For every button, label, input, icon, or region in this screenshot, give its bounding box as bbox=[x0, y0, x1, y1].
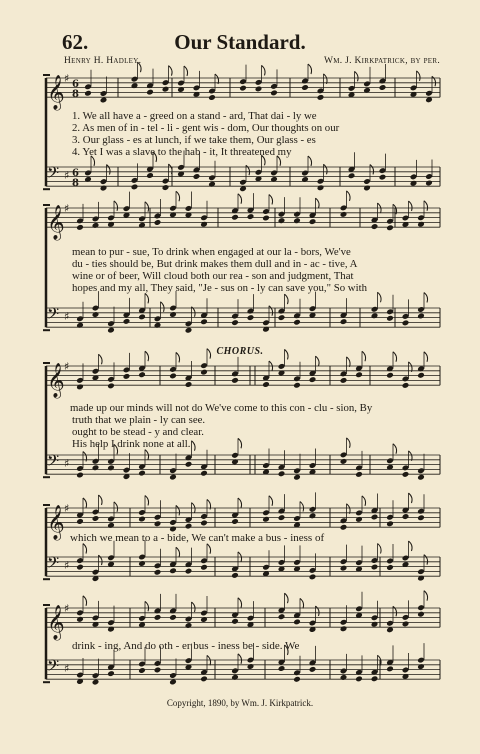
note-head bbox=[317, 184, 325, 191]
sharp-icon: ♯ bbox=[64, 662, 70, 675]
note-head bbox=[193, 173, 201, 180]
note-flag bbox=[161, 302, 165, 312]
note-head bbox=[107, 382, 115, 389]
verse-2-line: du - ties should be, But drink makes them dull and in - ac - tive, A bbox=[72, 258, 358, 270]
note-head bbox=[278, 514, 286, 521]
note-flag bbox=[145, 495, 149, 505]
note-head bbox=[154, 322, 162, 329]
note-head bbox=[278, 470, 286, 477]
sharp-icon: ♯ bbox=[64, 72, 70, 85]
verse-1-line: mean to pur - sue, To drink when engaged at our la - bors, We've bbox=[72, 246, 351, 258]
note-head bbox=[247, 314, 255, 321]
note-flag bbox=[378, 544, 382, 554]
note-head bbox=[309, 218, 317, 225]
note-head bbox=[386, 224, 394, 231]
note-head bbox=[270, 90, 278, 97]
note-head bbox=[309, 512, 317, 519]
note-flag bbox=[169, 66, 173, 76]
note-head bbox=[84, 90, 92, 97]
note-head bbox=[200, 616, 208, 623]
note-head bbox=[371, 514, 379, 521]
note-head bbox=[363, 185, 371, 192]
note-flag bbox=[393, 444, 397, 454]
note-flag bbox=[409, 451, 413, 461]
note-head bbox=[138, 560, 146, 567]
note-flag bbox=[300, 502, 304, 512]
note-head bbox=[278, 314, 286, 321]
verse-4-line: 4. Yet I was a slave to the hab - it, It threatened my bbox=[72, 146, 292, 158]
note-head bbox=[417, 663, 425, 670]
note-head bbox=[76, 384, 84, 391]
note-flag bbox=[316, 198, 320, 208]
note-head bbox=[200, 318, 208, 325]
note-head bbox=[386, 666, 394, 673]
note-head bbox=[293, 382, 301, 389]
verse-3-line: 3. Our glass - es at lunch, if we take them, Our glass - es bbox=[72, 134, 316, 146]
note-flag bbox=[184, 66, 188, 76]
note-head bbox=[371, 675, 379, 682]
note-head bbox=[340, 211, 348, 218]
note-head bbox=[278, 665, 286, 672]
note-head bbox=[309, 666, 317, 673]
note-head bbox=[185, 381, 193, 388]
note-flag bbox=[114, 502, 118, 512]
note-head bbox=[138, 667, 146, 674]
note-head bbox=[154, 614, 162, 621]
note-head bbox=[340, 674, 348, 681]
note-head bbox=[247, 663, 255, 670]
note-head bbox=[231, 518, 239, 525]
note-head bbox=[371, 312, 379, 319]
note-flag bbox=[269, 496, 273, 506]
note-head bbox=[231, 618, 239, 625]
note-head bbox=[417, 611, 425, 618]
note-head bbox=[386, 315, 394, 322]
note-flag bbox=[347, 191, 351, 201]
note-flag bbox=[409, 493, 413, 503]
note-flag bbox=[145, 601, 149, 611]
note-flag bbox=[285, 294, 289, 304]
note-flag bbox=[145, 293, 149, 303]
note-head bbox=[239, 85, 247, 92]
author-credit: Henry H. Hadley. bbox=[64, 56, 142, 66]
note-head bbox=[262, 381, 270, 388]
bass-clef-icon: 𝄢 bbox=[47, 554, 60, 576]
verse-2-line: truth that we plain - ly can see. bbox=[72, 414, 206, 426]
note-flag bbox=[409, 362, 413, 372]
sharp-icon: ♯ bbox=[64, 310, 70, 323]
note-head bbox=[123, 373, 131, 380]
note-head bbox=[309, 376, 317, 383]
note-head bbox=[200, 369, 208, 376]
note-flag bbox=[316, 356, 320, 366]
bass-clef-icon: 𝄢 bbox=[47, 164, 60, 186]
note-head bbox=[100, 185, 108, 192]
note-flag bbox=[207, 544, 211, 554]
note-head bbox=[262, 516, 270, 523]
note-head bbox=[92, 222, 100, 229]
note-head bbox=[417, 514, 425, 521]
note-head bbox=[379, 84, 387, 91]
note-head bbox=[200, 675, 208, 682]
note-flag bbox=[99, 495, 103, 505]
note-head bbox=[169, 311, 177, 318]
treble-clef-icon: 𝄞 bbox=[47, 205, 65, 241]
note-flag bbox=[308, 64, 312, 74]
note-flag bbox=[324, 74, 328, 84]
composer-credit: Wm. J. Kirkpatrick, by per. bbox=[324, 56, 440, 66]
note-head bbox=[293, 619, 301, 626]
note-head bbox=[340, 318, 348, 325]
system4-lyric: which we mean to a - bide, We can't make a bus - iness of bbox=[70, 532, 325, 544]
note-head bbox=[185, 461, 193, 468]
verse-3-line: ought to be stead - y and clear. bbox=[72, 426, 204, 438]
note-head bbox=[402, 471, 410, 478]
note-flag bbox=[99, 555, 103, 565]
note-flag bbox=[176, 547, 180, 557]
note-flag bbox=[409, 201, 413, 211]
note-flag bbox=[192, 602, 196, 612]
note-flag bbox=[424, 555, 428, 565]
bass-clef-icon: 𝄢 bbox=[47, 657, 60, 679]
note-head bbox=[177, 86, 185, 93]
sharp-icon: ♯ bbox=[64, 202, 70, 215]
note-flag bbox=[370, 164, 374, 174]
sharp-icon: ♯ bbox=[64, 559, 70, 572]
note-flag bbox=[107, 165, 111, 175]
note-head bbox=[278, 217, 286, 224]
note-flag bbox=[378, 292, 382, 302]
sharp-icon: ♯ bbox=[64, 360, 70, 373]
note-head bbox=[154, 569, 162, 576]
time-signature-bottom: 8 bbox=[72, 89, 79, 100]
note-flag bbox=[347, 438, 351, 448]
hymn-title: Our Standard. bbox=[174, 30, 306, 54]
note-head bbox=[386, 564, 394, 571]
note-flag bbox=[424, 201, 428, 211]
note-flag bbox=[308, 156, 312, 166]
note-flag bbox=[138, 62, 142, 72]
note-head bbox=[231, 319, 239, 326]
note-head bbox=[200, 470, 208, 477]
note-head bbox=[255, 86, 263, 93]
bass-clef-icon: 𝄢 bbox=[47, 305, 60, 327]
note-flag bbox=[409, 541, 413, 551]
chorus-label: CHORUS. bbox=[216, 346, 264, 357]
note-head bbox=[162, 86, 170, 93]
note-flag bbox=[83, 596, 87, 606]
note-head bbox=[169, 373, 177, 380]
note-flag bbox=[176, 191, 180, 201]
note-head bbox=[131, 184, 139, 191]
time-signature-top: 6 bbox=[72, 79, 79, 90]
note-head bbox=[425, 180, 433, 187]
note-head bbox=[123, 318, 131, 325]
treble-clef-icon: 𝄞 bbox=[47, 505, 65, 541]
note-head bbox=[402, 320, 410, 327]
treble-clef-icon: 𝄞 bbox=[47, 605, 65, 641]
note-head bbox=[402, 621, 410, 628]
note-head bbox=[402, 382, 410, 389]
note-head bbox=[402, 513, 410, 520]
note-head bbox=[169, 567, 177, 574]
verse-4-line: His help I drink none at all. bbox=[72, 438, 191, 450]
note-head bbox=[76, 224, 84, 231]
note-flag bbox=[269, 306, 273, 316]
note-head bbox=[340, 458, 348, 465]
note-head bbox=[169, 614, 177, 621]
note-flag bbox=[176, 505, 180, 515]
note-head bbox=[340, 524, 348, 531]
note-head bbox=[92, 515, 100, 522]
note-flag bbox=[238, 194, 242, 204]
note-flag bbox=[238, 438, 242, 448]
verse-1-line: 1. We all have a - greed on a stand - ard, That dai - ly we bbox=[72, 110, 317, 122]
note-head bbox=[162, 184, 170, 191]
note-flag bbox=[238, 498, 242, 508]
note-head bbox=[146, 89, 154, 96]
note-head bbox=[76, 322, 84, 329]
note-head bbox=[231, 674, 239, 681]
note-flag bbox=[324, 164, 328, 174]
note-flag bbox=[83, 498, 87, 508]
note-head bbox=[278, 613, 286, 620]
note-head bbox=[371, 621, 379, 628]
note-head bbox=[417, 474, 425, 481]
note-flag bbox=[424, 591, 428, 601]
note-head bbox=[200, 520, 208, 527]
note-flag bbox=[347, 504, 351, 514]
sharp-icon: ♯ bbox=[64, 169, 70, 182]
note-head bbox=[138, 371, 146, 378]
note-head bbox=[371, 223, 379, 230]
note-flag bbox=[238, 654, 242, 664]
note-head bbox=[293, 319, 301, 326]
note-head bbox=[386, 520, 394, 527]
note-head bbox=[417, 372, 425, 379]
note-flag bbox=[262, 65, 266, 75]
note-head bbox=[293, 676, 301, 683]
note-head bbox=[355, 516, 363, 523]
verse-2-line: 2. As men of in - tel - li - gent wis - dom, Our thoughts on our bbox=[72, 122, 340, 134]
note-head bbox=[410, 180, 418, 187]
verse-3-line: wine or of beer, Will cloud both our rea - son and judgment, That bbox=[72, 270, 354, 282]
note-head bbox=[100, 97, 108, 104]
note-head bbox=[355, 371, 363, 378]
note-head bbox=[107, 327, 115, 334]
note-head bbox=[131, 82, 139, 89]
note-flag bbox=[300, 598, 304, 608]
time-signature-top: 6 bbox=[72, 168, 79, 179]
verse-4-line: hopes and my all, They said, "Je - sus on - ly can save you," So with bbox=[72, 282, 367, 294]
sharp-icon: ♯ bbox=[64, 602, 70, 615]
note-head bbox=[138, 314, 146, 321]
note-head bbox=[138, 516, 146, 523]
note-head bbox=[348, 172, 356, 179]
note-head bbox=[247, 213, 255, 220]
hymn-number: 62. bbox=[62, 30, 89, 54]
note-head bbox=[185, 568, 193, 575]
note-head bbox=[293, 474, 301, 481]
sharp-icon: ♯ bbox=[64, 457, 70, 470]
note-head bbox=[169, 679, 177, 686]
time-signature-bottom: 8 bbox=[72, 178, 79, 189]
note-head bbox=[317, 94, 325, 101]
note-head bbox=[340, 565, 348, 572]
note-head bbox=[340, 625, 348, 632]
note-head bbox=[185, 622, 193, 629]
note-head bbox=[92, 464, 100, 471]
note-head bbox=[355, 471, 363, 478]
note-head bbox=[309, 574, 317, 581]
note-flag bbox=[83, 544, 87, 554]
note-flag bbox=[169, 164, 173, 174]
note-flag bbox=[316, 606, 320, 616]
bass-clef-icon: 𝄢 bbox=[47, 452, 60, 474]
note-head bbox=[355, 675, 363, 682]
note-head bbox=[262, 215, 270, 222]
note-head bbox=[92, 679, 100, 686]
note-head bbox=[169, 211, 177, 218]
note-head bbox=[76, 616, 84, 623]
note-head bbox=[107, 465, 115, 472]
note-head bbox=[154, 219, 162, 226]
note-flag bbox=[114, 201, 118, 211]
note-head bbox=[301, 84, 309, 91]
note-flag bbox=[192, 441, 196, 451]
note-flag bbox=[238, 598, 242, 608]
note-flag bbox=[417, 71, 421, 81]
note-head bbox=[417, 313, 425, 320]
note-flag bbox=[355, 71, 359, 81]
note-head bbox=[417, 221, 425, 228]
note-head bbox=[231, 572, 239, 579]
note-head bbox=[76, 564, 84, 571]
note-head bbox=[92, 311, 100, 318]
note-head bbox=[185, 523, 193, 530]
note-flag bbox=[285, 593, 289, 603]
verse-1-line: made up our minds will not do We've come to this con - clu - sion, By bbox=[70, 402, 373, 414]
system5-lyric: drink - ing, And do oth - er bus - iness be - side. We bbox=[72, 640, 300, 652]
note-head bbox=[154, 667, 162, 674]
note-head bbox=[231, 214, 239, 221]
note-head bbox=[107, 522, 115, 529]
note-head bbox=[386, 372, 394, 379]
note-flag bbox=[424, 292, 428, 302]
note-head bbox=[340, 377, 348, 384]
note-flag bbox=[362, 496, 366, 506]
note-flag bbox=[145, 202, 149, 212]
note-flag bbox=[269, 194, 273, 204]
sharp-icon: ♯ bbox=[64, 502, 70, 515]
note-head bbox=[200, 564, 208, 571]
note-head bbox=[154, 520, 162, 527]
note-head bbox=[200, 221, 208, 228]
note-head bbox=[301, 176, 309, 183]
note-head bbox=[76, 518, 84, 525]
note-flag bbox=[347, 357, 351, 367]
note-head bbox=[107, 670, 115, 677]
note-head bbox=[379, 174, 387, 181]
note-head bbox=[208, 94, 216, 101]
note-head bbox=[169, 474, 177, 481]
note-head bbox=[76, 472, 84, 479]
note-head bbox=[371, 564, 379, 571]
treble-clef-icon: 𝄞 bbox=[47, 363, 65, 399]
note-head bbox=[231, 377, 239, 384]
treble-clef-icon: 𝄞 bbox=[47, 75, 65, 111]
note-head bbox=[146, 172, 154, 179]
note-head bbox=[138, 470, 146, 477]
note-head bbox=[185, 327, 193, 334]
copyright-notice: Copyright, 1890, by Wm. J. Kirkpatrick. bbox=[166, 698, 314, 708]
note-head bbox=[293, 217, 301, 224]
